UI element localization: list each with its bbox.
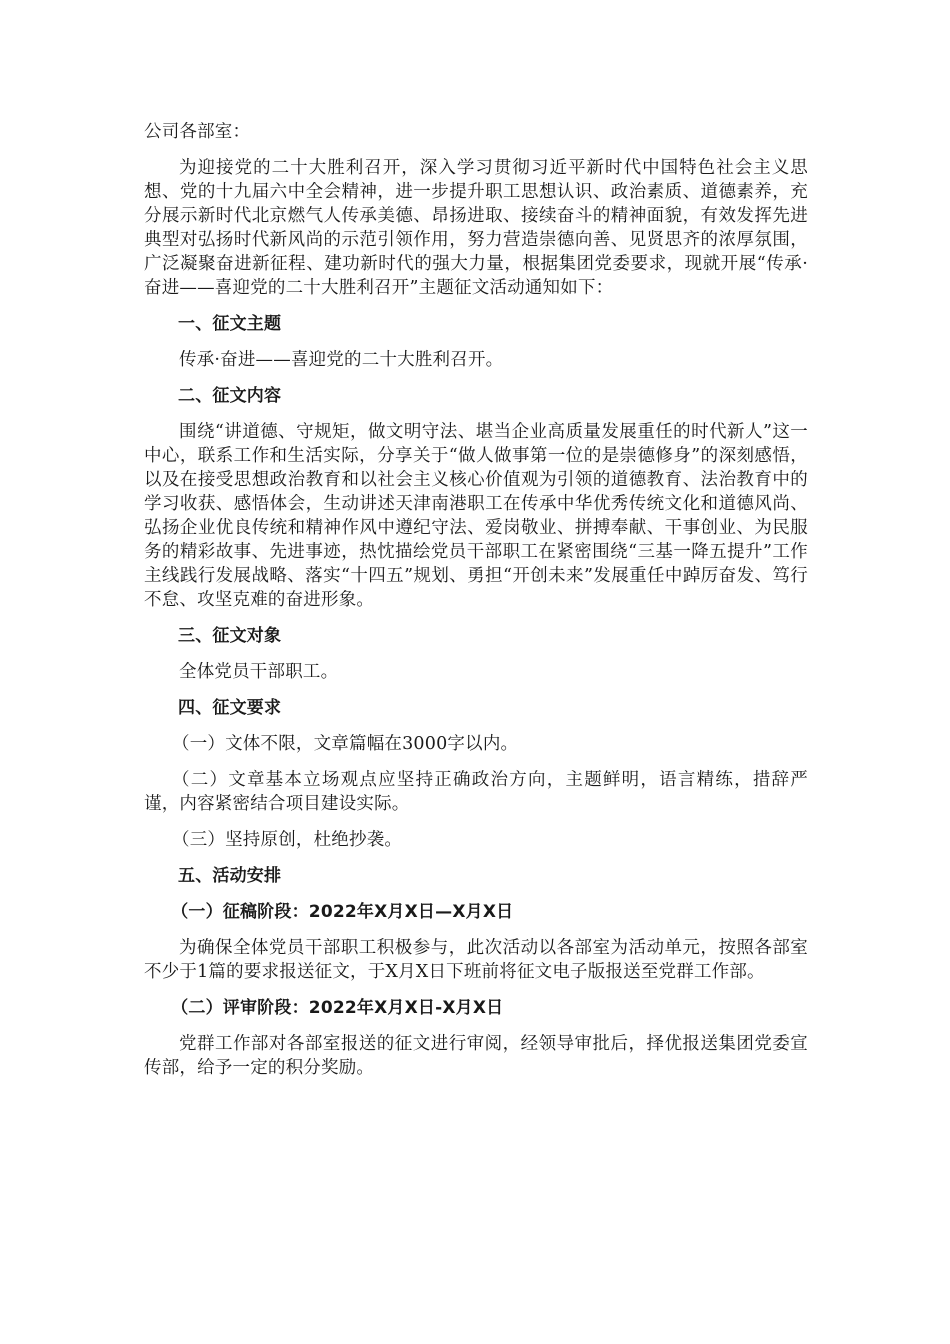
phase1-heading: （一）征稿阶段：2022年X月X日—X月X日 [171,902,514,922]
salutation: 公司各部室： [144,122,251,142]
section-heading-theme: 一、征文主题 [178,314,282,334]
section-heading-audience: 三、征文对象 [178,626,282,646]
phase2-body: 党群工作部对各部室报送的征文进行审阅，经领导审批后，择优报送集团党委宣传部，给予一定的积分奖励。 [144,1034,808,1078]
theme-body: 传承·奋进——喜迎党的二十大胜利召开。 [179,350,504,370]
intro-paragraph: 为迎接党的二十大胜利召开，深入学习贯彻习近平新时代中国特色社会主义思想、党的十九届六中全会精神，进一步提升职工思想认识、政治素质、道德素养，充分展示新时代北京燃气人传承美德、昂扬进取、接续奋斗的精神面貌，有效发挥先进典型对弘扬时代新风尚的示范引领作用，努力营造崇德向善、见贤思齐的浓厚氛围，广泛凝聚奋进新征程、建功新时代的强大力量，根据集团党委要求，现就开展“传承·奋进——喜迎党的二十大胜利召开”主题征文活动通知如下： [144,158,808,298]
section-heading-requirements: 四、征文要求 [178,698,282,718]
requirement-item-1: （一）文体不限，文章篇幅在3000字以内。 [172,734,519,754]
requirement-item-2: （二）文章基本立场观点应坚持正确政治方向，主题鲜明，语言精练，措辞严谨，内容紧密结合项目建设实际。 [144,770,808,814]
phase2-heading: （二）评审阶段：2022年X月X日-X月X日 [171,998,504,1018]
content-body: 围绕“讲道德、守规矩，做文明守法、堪当企业高质量发展重任的时代新人”这一中心，联系工作和生活实际，分享关于“做人做事第一位的是崇德修身”的深刻感悟，以及在接受思想政治教育和以社会主义核心价值观为引领的道德教育、法治教育中的学习收获、感悟体会，生动讲述天津南港职工在传承中华优秀传统文化和道德风尚、弘扬企业优良传统和精神作风中遵纪守法、爱岗敬业、拼搏奉献、干事创业、为民服务的精彩故事、先进事迹，热忱描绘党员干部职工在紧密围绕“三基一降五提升”工作主线践行发展战略、落实“十四五”规划、勇担“开创未来”发展重任中踔厉奋发、笃行不怠、攻坚克难的奋进形象。 [144,422,808,610]
section-heading-content: 二、征文内容 [178,386,282,406]
phase1-body: 为确保全体党员干部职工积极参与，此次活动以各部室为活动单元，按照各部室不少于1篇的要求报送征文，于X月X日下班前将征文电子版报送至党群工作部。 [144,938,808,982]
audience-body: 全体党员干部职工。 [179,662,339,682]
requirement-item-3: （三）坚持原创，杜绝抄袭。 [172,830,403,850]
section-heading-schedule: 五、活动安排 [178,866,282,886]
document-body [144,120,808,1092]
